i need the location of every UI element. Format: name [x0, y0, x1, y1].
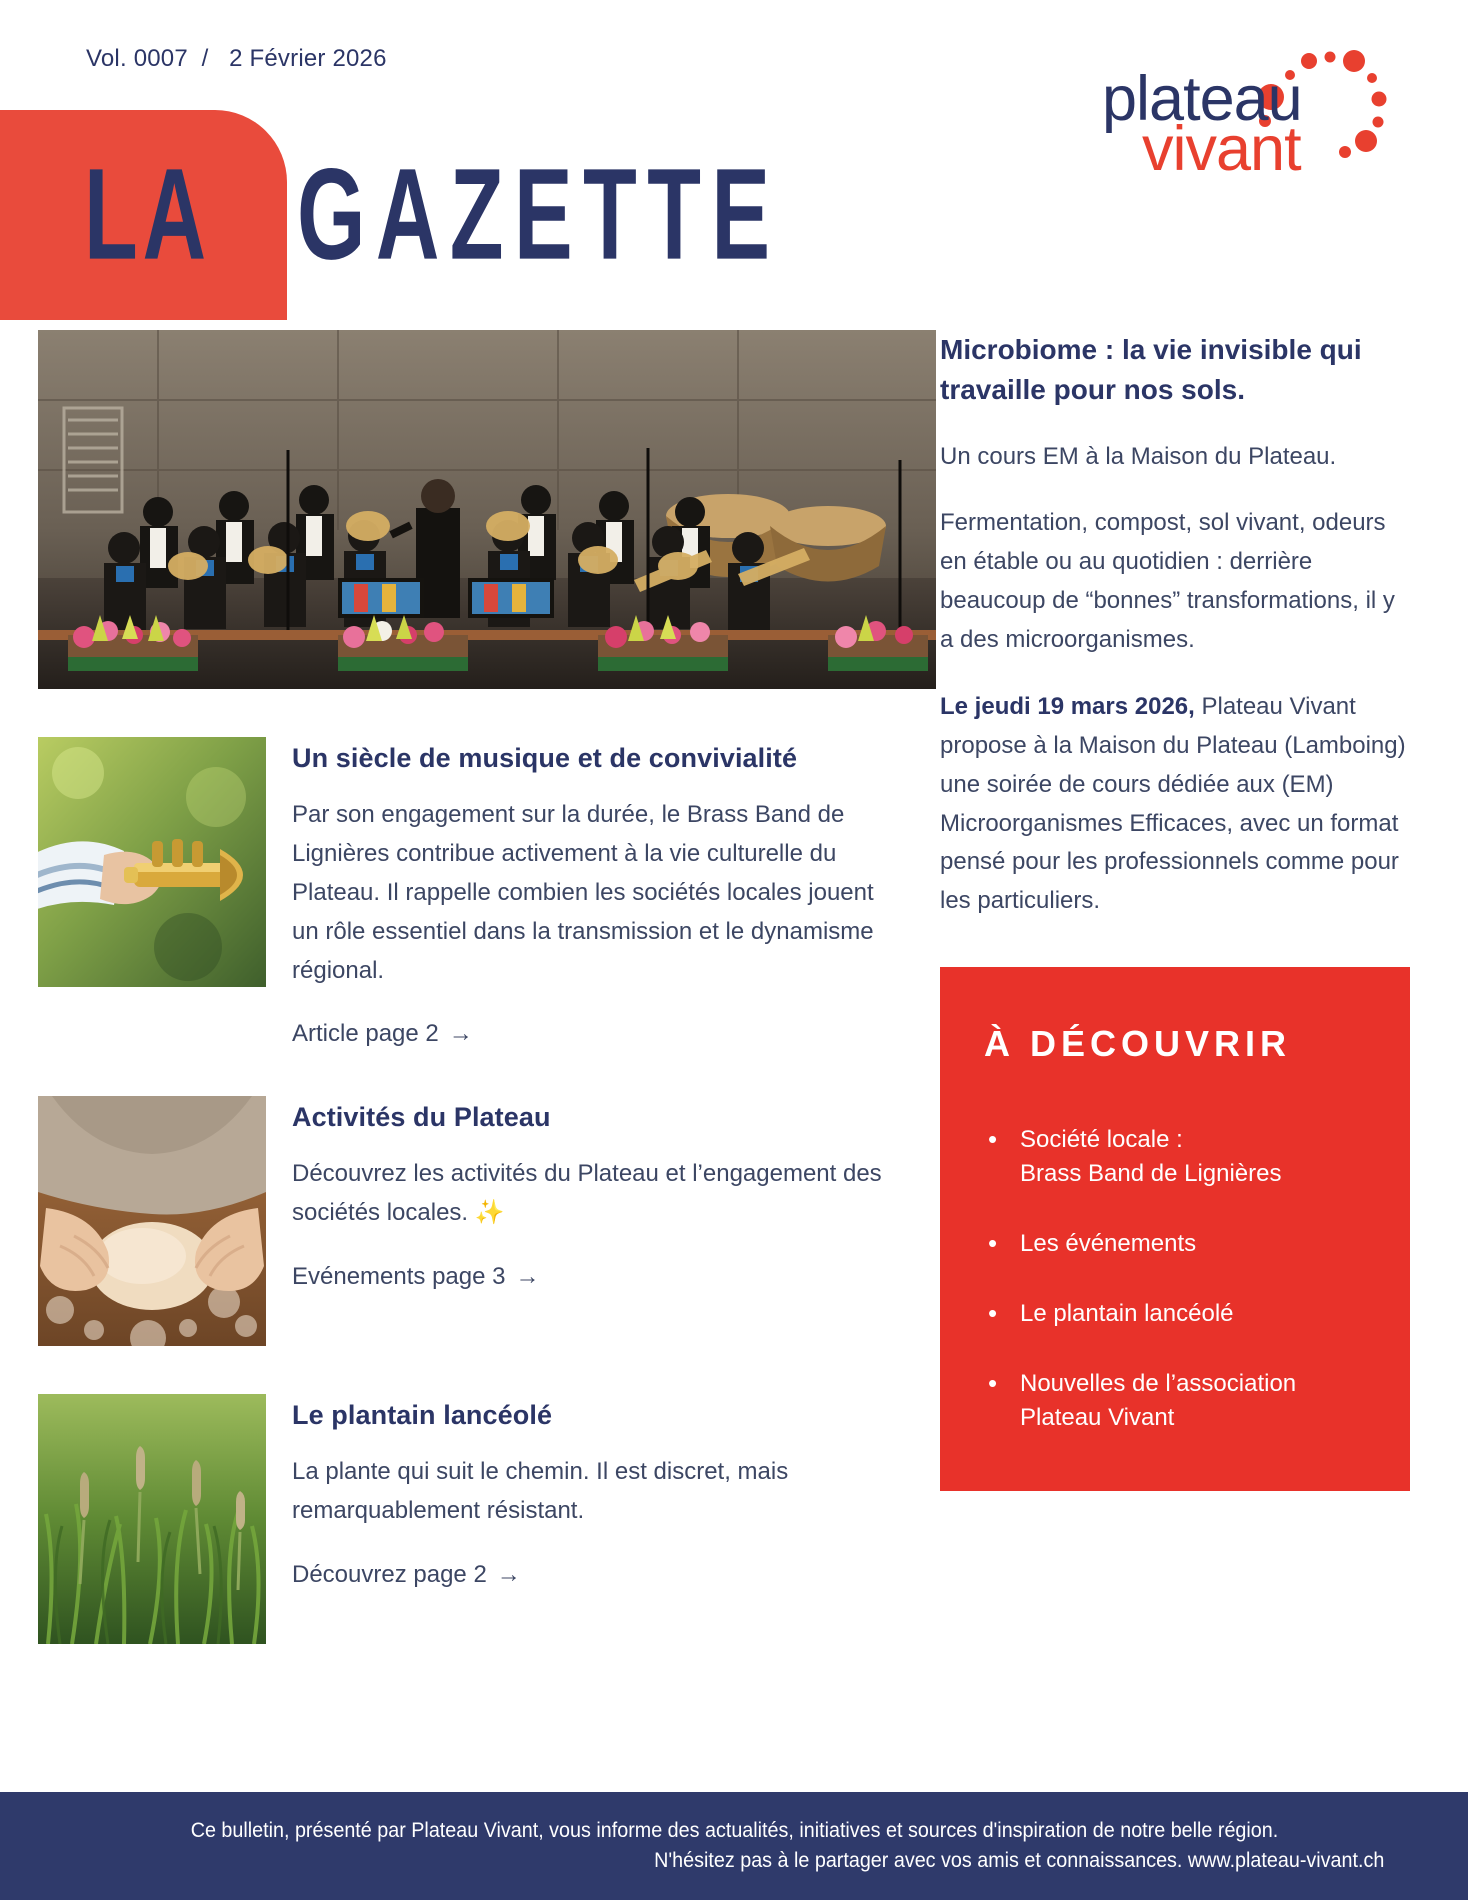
lead-paragraph-3	[940, 688, 1410, 921]
article-title: Le plantain lancéolé	[292, 1400, 553, 1431]
page-title	[0, 110, 901, 320]
article-title: Un siècle de musique et de convivialité	[292, 743, 798, 773]
volume-date-line: Vol. 0007 / 2 Février 2026	[86, 45, 387, 72]
article-link[interactable]	[292, 1561, 898, 1589]
lead-paragraph-2: Fermentation, compost, sol vivant, odeurs en étable ou au quotidien : derrière beaucoup de “bonnes” transformations, il y a des microorganismes.	[940, 509, 1395, 653]
article-link-label: Découvrez page 2	[292, 1561, 487, 1589]
right-column	[940, 330, 1468, 1644]
left-column	[0, 330, 940, 1644]
logo-word-plateau: plateau	[1102, 64, 1302, 134]
article-link-label: Evénements page 3	[292, 1263, 506, 1291]
title-word-la: LA	[84, 141, 211, 287]
article-body	[292, 1394, 898, 1644]
arrow-right-icon: →	[515, 1263, 540, 1291]
arrow-right-icon: →	[496, 1561, 521, 1589]
list-item[interactable]: • Le plantain lancéolé	[984, 1297, 1366, 1331]
article-row	[38, 1394, 898, 1644]
content-area	[0, 330, 1468, 1644]
hero-image-brass-band	[38, 330, 936, 689]
article-link-label: Article page 2	[292, 1020, 439, 1048]
article-body	[292, 1096, 898, 1346]
article-thumbnail-dough	[38, 1096, 266, 1346]
callout-title: À DÉCOUVRIR	[984, 1023, 1292, 1065]
article-title: Activités du Plateau	[292, 1102, 551, 1133]
list-item[interactable]: • Les événements	[984, 1227, 1366, 1261]
article-row	[38, 737, 898, 1048]
article-thumbnail-trumpet	[38, 737, 266, 987]
article-link[interactable]	[292, 1263, 898, 1291]
page-footer	[0, 1792, 1468, 1900]
plateau-vivant-logo[interactable]	[1102, 28, 1402, 176]
article-row	[38, 1096, 898, 1346]
discover-callout	[940, 967, 1410, 1491]
list-item[interactable]: • Société locale : Brass Band de Lignières	[984, 1123, 1366, 1191]
article-text: La plante qui suit le chemin. Il est discret, mais remarquablement résistant.	[292, 1458, 789, 1525]
list-item[interactable]: • Nouvelles de l’association Plateau Vivant	[984, 1367, 1366, 1435]
lead-paragraph-3-rest: Plateau Vivant propose à la Maison du Plateau (Lamboing) une soirée de cours dédiée aux (EM) Microorganismes Efficaces, avec un format pensé pour les professionnels comme pour les particuliers.	[940, 692, 1406, 915]
logo-word-vivant: vivant	[1142, 114, 1301, 176]
lead-date-emphasis: Le jeudi 19 mars 2026,	[940, 692, 1195, 720]
article-thumbnail-plantain	[38, 1394, 266, 1644]
callout-list	[984, 1123, 1366, 1435]
lead-headline: Microbiome : la vie invisible qui travaille pour nos sols.	[940, 334, 1362, 405]
footer-line-1: Ce bulletin, présenté par Plateau Vivant, vous informe des actualités, initiatives et sources d'inspiration de notre belle région.	[190, 1819, 1278, 1842]
arrow-right-icon: →	[448, 1020, 473, 1048]
masthead	[0, 0, 1468, 330]
footer-line-2: N'hésitez pas à le partager avec vos amis et connaissances. www.plateau-vivant.ch	[654, 1849, 1385, 1872]
title-word-gazette: GAZETTE	[296, 141, 781, 287]
article-body	[292, 737, 898, 1048]
article-text: Par son engagement sur la durée, le Brass Band de Lignières contribue activement à la vie culturelle du Plateau. Il rappelle combien les sociétés locales jouent un rôle essentiel dans la transmission et le dynamisme régional.	[292, 801, 874, 984]
article-text: Découvrez les activités du Plateau et l’engagement des sociétés locales. ✨	[292, 1160, 882, 1227]
article-link[interactable]	[292, 1020, 898, 1048]
lead-paragraph-1: Un cours EM à la Maison du Plateau.	[940, 442, 1337, 470]
